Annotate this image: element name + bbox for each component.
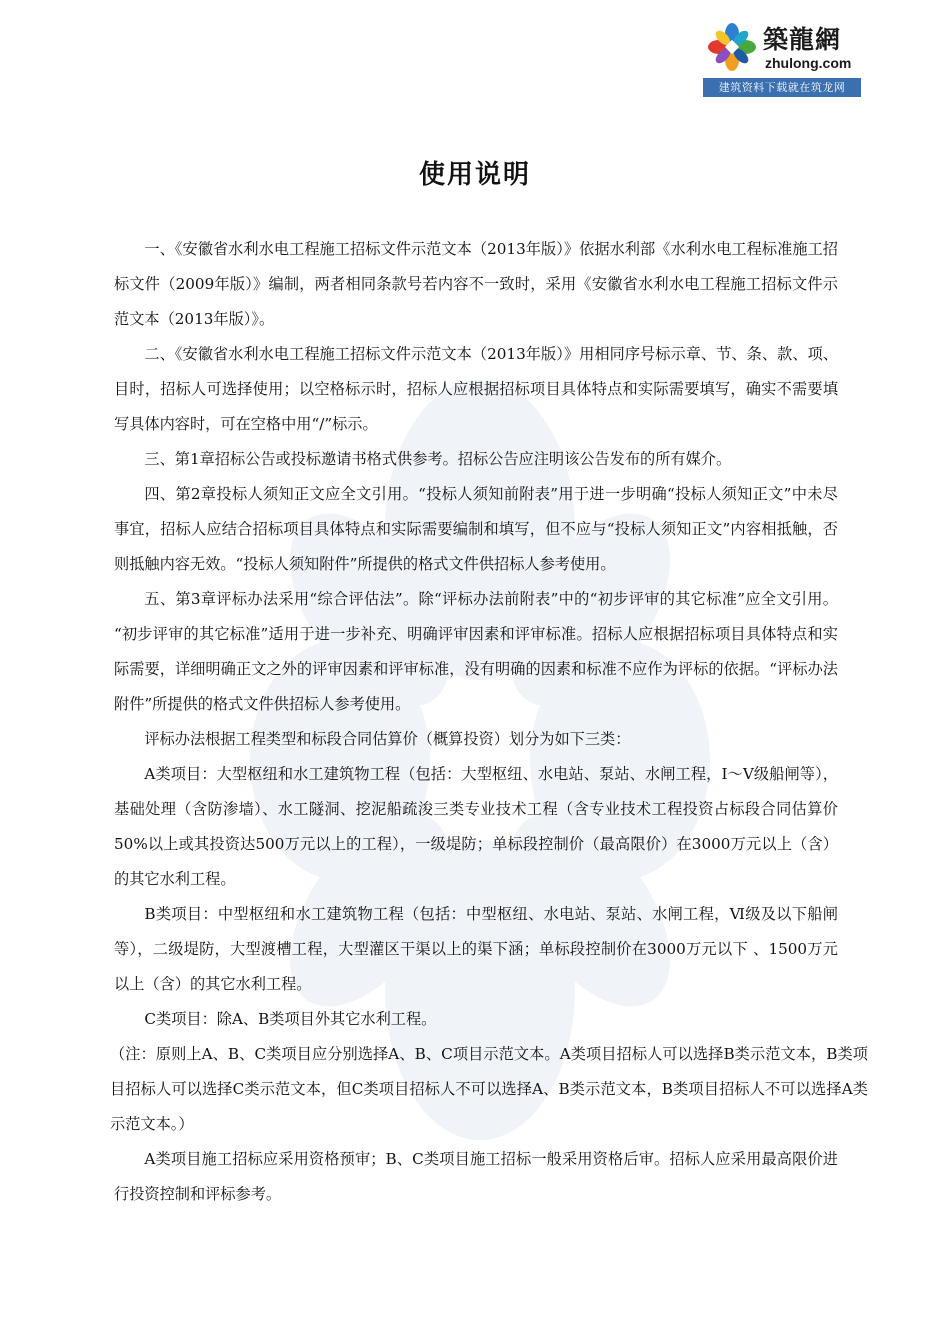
logo-domain: zhulong.com — [765, 55, 852, 71]
zhulong-flower-icon — [707, 22, 757, 72]
paragraph-classification-intro: 评标办法根据工程类型和标段合同估算价（概算投资）划分为如下三类： — [144, 730, 631, 748]
paragraph-5: 五、第3章评标办法采用“综合评估法”。除“评标办法前附表”中的“初步评审的其它标准”应全文引用。 “初步评审的其它标准”适用于进一步补充、明确评审因素和评审标准。招标人应根据招标项目具体特点和实际需要，详细明确正文之外的评审因素和评审标准，没有明确的因素和标准不应作为评标的依据。“评标办法附件”所提供的格式文件供招标人参考使用。 — [114, 590, 838, 713]
paragraph-class-a: A类项目：大型枢纽和水工建筑物工程（包括：大型枢纽、水电站、泵站、水闸工程，Ⅰ～Ⅴ级船闸等），基础处理（含防渗墙）、水工隧洞、挖泥船疏浚三类专业技术工程（含专业技术工程投资占标段合同估算价50%以上或其投资达500万元以上的工程），一级堤防；单标段控制价（最高限价）在3000万元以上（含）的其它水利工程。 — [114, 765, 838, 888]
paragraph-class-b: B类项目：中型枢纽和水工建筑物工程（包括：中型枢纽、水电站、泵站、水闸工程，Ⅵ级及以下船闸等），二级堤防，大型渡槽工程，大型灌区干渠以上的渠下涵；单标段控制价在3000万元以下 、1500万元以上（含）的其它水利工程。 — [114, 905, 838, 993]
paragraph-3: 三、第1章招标公告或投标邀请书格式供参考。招标公告应注明该公告发布的所有媒介。 — [144, 450, 732, 468]
paragraph-4: 四、第2章投标人须知正文应全文引用。“投标人须知前附表”用于进一步明确“投标人须知正文”中未尽事宜，招标人应结合招标项目具体特点和实际需要编制和填写，但不应与“投标人须知正文”内容相抵触，否则抵触内容无效。“投标人须知附件”所提供的格式文件供招标人参考使用。 — [114, 485, 838, 573]
document-body — [110, 232, 868, 1212]
paragraph-2: 二、《安徽省水利水电工程施工招标文件示范文本（2013年版）》用相同序号标示章、节、条、款、项、目时，招标人可选择使用；以空格标示时，招标人应根据招标项目具体特点和实际需要填写，确实不需要填写具体内容时，可在空格中用“/”标示。 — [114, 345, 838, 433]
paragraph-class-c: C类项目：除A、B类项目外其它水利工程。 — [144, 1010, 437, 1028]
zhulong-logo — [703, 18, 861, 98]
logo-slogan: 建筑资料下载就在筑龙网 — [703, 78, 861, 97]
paragraph-prequalification: A类项目施工招标应采用资格预审；B、C类项目施工招标一般采用资格后审。招标人应采用最高限价进行投资控制和评标参考。 — [114, 1150, 838, 1203]
paragraph-1: 一、《安徽省水利水电工程施工招标文件示范文本（2013年版）》依据水利部《水利水电工程标准施工招标文件（2009年版）》编制，两者相同条款号若内容不一致时，采用《安徽省水利水电工程施工招标文件示范文本（2013年版）》。 — [114, 240, 838, 328]
page-title: 使用说明 — [418, 160, 531, 190]
logo-chinese-name: 築龍網 — [763, 25, 842, 54]
paragraph-note: （注：原则上A、B、C类项目应分别选择A、B、C项目示范文本。A类项目招标人可以选择B类示范文本，B类项目招标人可以选择C类示范文本，但C类项目招标人不可以选择A、B类示范文本，B类项目招标人不可以选择A类示范文本。） — [110, 1045, 868, 1133]
